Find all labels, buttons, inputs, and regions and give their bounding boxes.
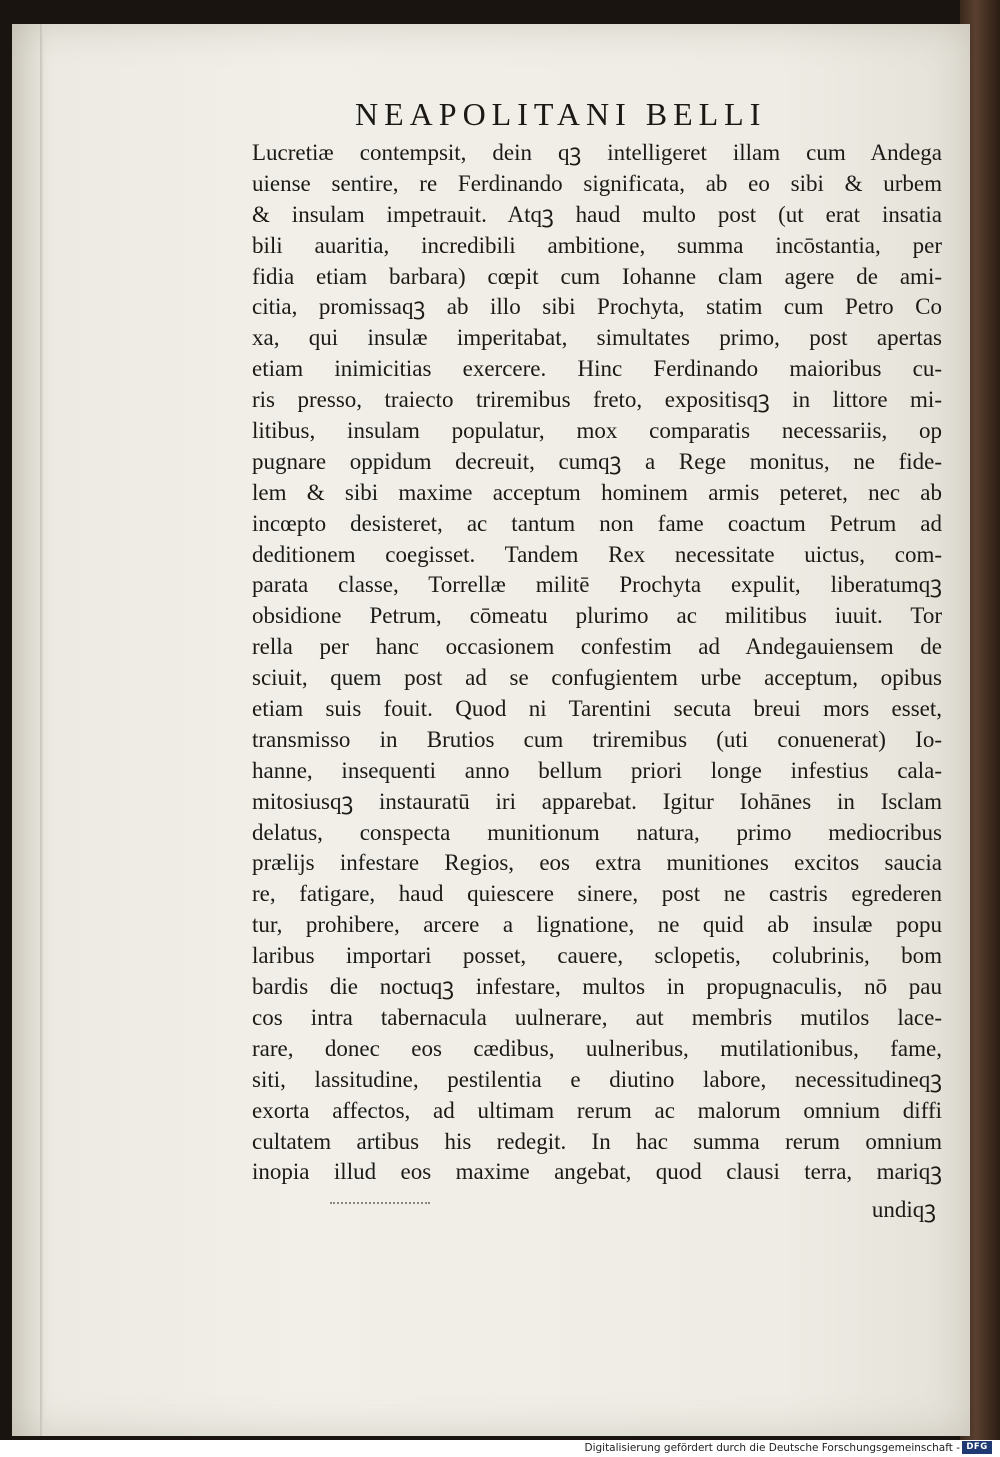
text-line: rella per hanc occasionem confestim ad Andegauiensem de (252, 634, 942, 660)
text-line: bardis die noctuqꝫ infestare, multos in propugnaculis, nō pau (252, 974, 942, 1000)
text-line: rare, donec eos cædibus, uulneribus, mutilationibus, fame, (252, 1035, 942, 1061)
text-line: sciuit, quem post ad se confugientem urbe acceptum, opibus (252, 665, 942, 691)
text-line: xa, qui insulæ imperitabat, simultates primo, post apertas (252, 325, 942, 351)
text-line: deditionem coegisset. Tandem Rex necessitate uictus, com- (252, 541, 942, 567)
text-line: pugnare oppidum decreuit, cumqꝫ a Rege monitus, ne fide- (252, 448, 942, 474)
text-line: bili auaritia, incredibili ambitione, summa incōstantia, per (252, 232, 942, 258)
signature-mark (330, 1202, 430, 1204)
text-line: transmisso in Brutios cum triremibus (uti conuenerat) Io- (252, 726, 942, 752)
text-line: uiense sentire, re Ferdinando significata, ab eo sibi & urbem (252, 170, 942, 196)
text-line: prælijs infestare Regios, eos extra munitiones excitos saucia (252, 850, 942, 876)
text-line: Lucretiæ contempsit, dein qꝫ intelligeret illam cum Andega (252, 140, 942, 165)
text-line: lem & sibi maxime acceptum hominem armis peteret, nec ab (252, 479, 942, 505)
text-line: cultatem artibus his redegit. In hac summa rerum omnium (252, 1128, 942, 1154)
text-line: ris presso, traiecto triremibus freto, expositisqꝫ in littore mi- (252, 387, 942, 413)
dfg-logo-icon: DFG (962, 1441, 992, 1454)
text-line: siti, lassitudine, pestilentia e diutino labore, necessitudineqꝫ (252, 1066, 942, 1092)
catchword: undiqꝫ (871, 1197, 936, 1222)
text-block (252, 138, 942, 1188)
text-line: hanne, insequenti anno bellum priori longe infestius cala- (252, 757, 942, 783)
text-line: re, fatigare, haud quiescere sinere, post ne castris egrederen (252, 881, 942, 907)
text-line: mitosiusqꝫ instauratū iri apparebat. Igitur Iohānes in Isclam (252, 788, 942, 814)
text-line: obsidione Petrum, cōmeatu plurimo ac militibus iuuit. Tor (252, 603, 942, 629)
text-line: cos intra tabernacula uulnerare, aut membris mutilos lace- (252, 1004, 942, 1030)
text-line: delatus, conspecta munitionum natura, primo mediocribus (252, 819, 942, 845)
text-line: litibus, insulam populatur, mox comparatis necessariis, op (252, 418, 942, 444)
footer-credit: Digitalisierung gefördert durch die Deutsche Forschungsgemeinschaft - (584, 1442, 960, 1454)
text-line: citia, promissaqꝫ ab illo sibi Prochyta, statim cum Petro Co (252, 294, 942, 320)
text-line: laribus importari posset, cauere, sclopetis, colubrinis, bom (252, 943, 942, 969)
text-line: exorta affectos, ad ultimam rerum ac malorum omnium diffi (252, 1097, 942, 1123)
text-line: incœpto desisteret, ac tantum non fame coactum Petrum ad (252, 510, 942, 536)
page-gutter (40, 24, 44, 1436)
running-head: NEAPOLITANI BELLI (355, 96, 767, 132)
text-line: & insulam impetrauit. Atqꝫ haud multo post (ut erat insatia (252, 201, 942, 227)
text-line: parata classe, Torrellæ militē Prochyta expulit, liberatumqꝫ (252, 572, 942, 598)
text-line: etiam inimicitias exercere. Hinc Ferdinando maioribus cu- (252, 356, 942, 382)
text-line: inopia illud eos maxime angebat, quod clausi terra, mariqꝫ (252, 1159, 942, 1185)
text-line: tur, prohibere, arcere a lignatione, ne quid ab insulæ popu (252, 912, 942, 938)
text-line: fidia etiam barbara) cœpit cum Iohanne clam agere de ami- (252, 263, 942, 289)
text-line: etiam suis fouit. Quod ni Tarentini secuta breui mors esset, (252, 696, 942, 722)
